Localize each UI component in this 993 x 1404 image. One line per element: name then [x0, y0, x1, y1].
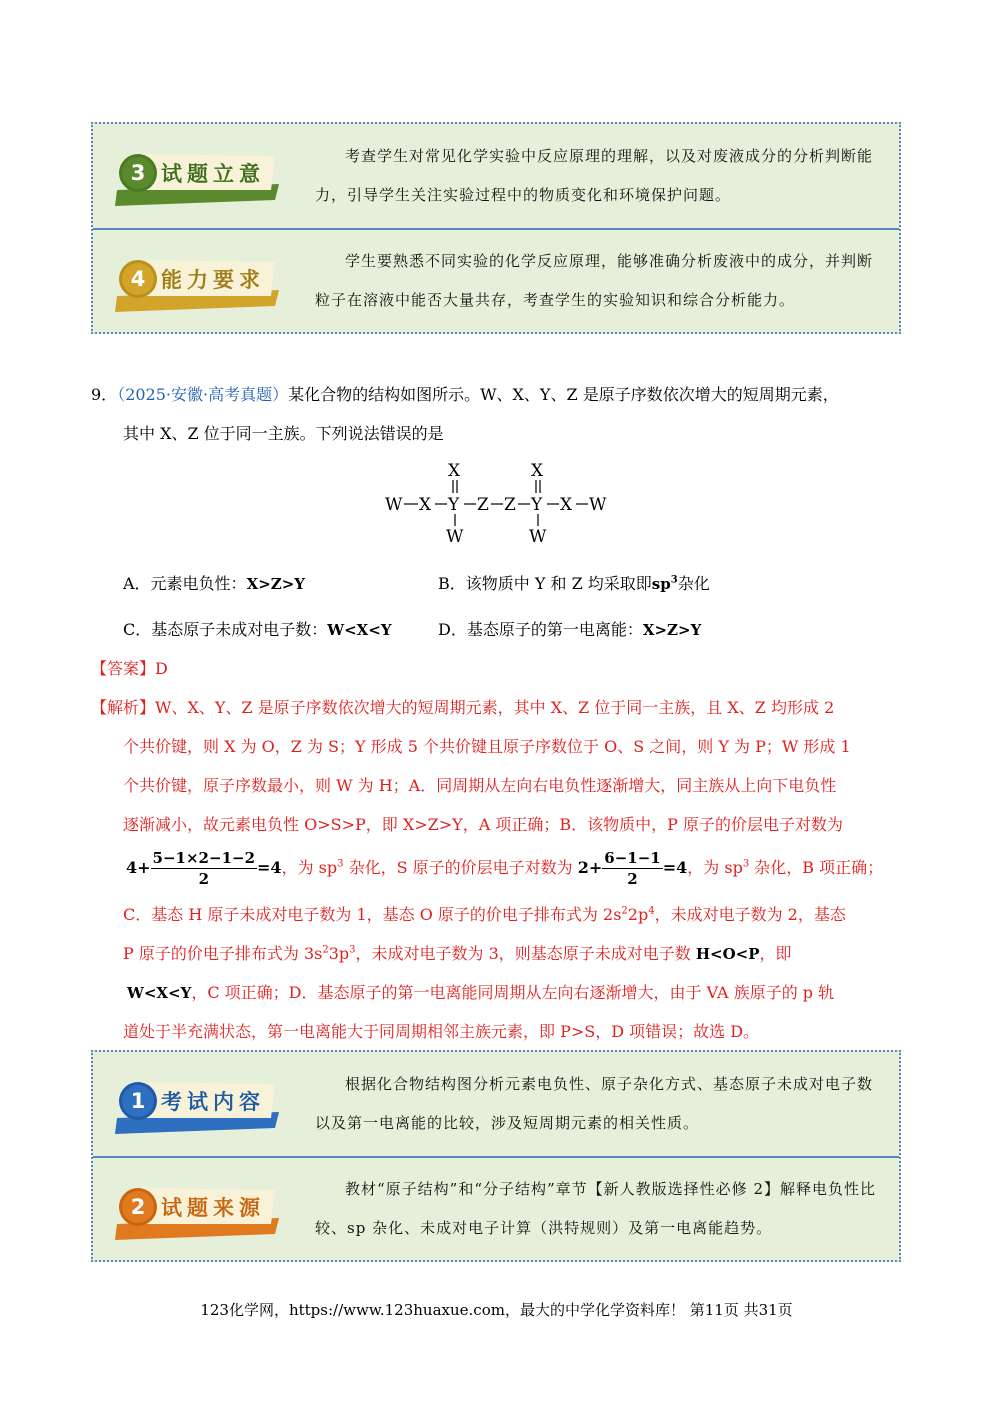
badge-number: 1 — [130, 1089, 146, 1113]
box-row-text: 考查学生对常见化学实验中反应原理的理解，以及对废液成分的分析判断能力，引导学生关注实验过程中的物质变化和环境保护问题。 — [315, 147, 874, 204]
badge-label: 能力要求 — [161, 267, 265, 292]
question-number: 9． — [91, 385, 118, 404]
question-stem-line1 — [91, 382, 839, 405]
atom-y: Y — [448, 495, 460, 515]
fraction-numerator: 6−1−1 — [604, 849, 661, 867]
formula: W<X<Y — [127, 984, 192, 1002]
atom-x-top: X — [448, 461, 461, 481]
badge-label: 考试内容 — [161, 1089, 265, 1114]
answer — [91, 656, 168, 679]
box-row-text: 学生要熟悉不同实验的化学反应原理，能够准确分析废液中的成分，并判断粒子在溶液中能否大量共存，考查学生的实验知识和综合分析能力。 — [315, 252, 874, 309]
fraction-denominator: 2 — [627, 870, 638, 888]
info-box-bottom — [91, 1050, 901, 1262]
explanation-text: 3p — [328, 944, 350, 963]
atom-x: X — [419, 495, 432, 515]
option-b[interactable] — [438, 571, 710, 594]
explanation-line7 — [123, 941, 792, 964]
superscript: 2 — [322, 944, 329, 956]
atom-z: Z — [477, 495, 489, 515]
badge-1 — [111, 1072, 283, 1136]
explanation-line9: 道处于半充满状态，第一电离能大于同周期相邻主族元素，即 P>S，D 项错误；故选 D。 — [123, 1022, 760, 1041]
explanation-text: ，未成对电子数为 2，基态 — [654, 905, 846, 924]
explanation-text: P 原子的价电子排布式为 3s — [123, 944, 323, 963]
badge-2 — [111, 1178, 283, 1242]
badge-label: 试题来源 — [161, 1195, 265, 1220]
formula-prefix: 4+ — [126, 858, 151, 877]
explanation-line8 — [127, 980, 834, 1003]
option-label: B．该物质中 Y 和 Z 均采取即 — [438, 574, 652, 593]
box-row-text: 根据化合物结构图分析元素电负性、原子杂化方式、基态原子未成对电子数以及第一电离能的比较，涉及短周期元素的相关性质。 — [315, 1075, 874, 1132]
fraction-numerator: 5−1×2−1−2 — [152, 849, 256, 867]
badge-3 — [111, 144, 283, 208]
formula-prefix: 2+ — [577, 858, 603, 877]
option-formula: W<X<Y — [327, 621, 392, 639]
badge-number: 4 — [130, 267, 146, 291]
atom-y: Y — [531, 495, 543, 515]
explanation-text: ，C 项正确；D．基态原子的第一电离能同周期从左向右逐渐增大，由于 VA 族原子的 p 轨 — [191, 983, 835, 1002]
badge-4 — [111, 250, 283, 314]
box-row-1 — [93, 1052, 899, 1156]
atom-w-bottom: W — [529, 527, 547, 547]
formula-result: =4 — [662, 858, 688, 877]
atom-w-bottom: W — [446, 527, 464, 547]
atom-x: X — [560, 495, 573, 515]
option-label: C．基态原子未成对电子数： — [123, 620, 328, 639]
question-stem-line2: 其中 X、Z 位于同一主族。下列说法错误的是 — [123, 424, 444, 443]
explanation-text: 杂化，S 原子的价层电子对数为 — [343, 858, 578, 877]
answer-label: 【答案】 — [91, 659, 156, 678]
explanation-line3: 个共价键，原子序数最小，则 W 为 H；A．同周期从左向右电负性逐渐增大，同主族从上向下电负性 — [123, 776, 837, 795]
explanation-text: W、X、Y、Z 是原子序数依次增大的短周期元素，其中 X、Z 位于同一主族，且 X、Z 均形成 2 — [155, 698, 835, 717]
atom-x-top: X — [531, 461, 544, 481]
badge-number: 3 — [130, 161, 146, 185]
box-row-text: 教材“原子结构”和“分子结构”章节【新人教版选择性必修 2】解释电负性比较、sp 杂化、未成对电子计算（洪特规则）及第一电离能趋势。 — [315, 1180, 876, 1237]
question-stem: 某化合物的结构如图所示。W、X、Y、Z 是原子序数依次增大的短周期元素， — [288, 385, 839, 404]
option-formula: sp — [651, 575, 671, 593]
atom-w: W — [589, 495, 607, 515]
superscript: 4 — [648, 905, 655, 917]
explanation-text: ，为 sp — [687, 858, 743, 877]
badge-number: 2 — [130, 1195, 146, 1219]
superscript: 3 — [670, 574, 678, 586]
formula-result: =4 — [257, 858, 282, 877]
explanation-line2: 个共价键，则 X 为 O，Z 为 S；Y 形成 5 个共价键且原子序数位于 O、S 之间，则 Y 为 P；W 形成 1 — [123, 737, 851, 756]
structure-diagram — [380, 458, 620, 548]
question-source: （2025·安徽·高考真题） — [117, 385, 289, 404]
info-box-top — [91, 122, 901, 334]
option-formula: X>Z>Y — [642, 621, 702, 639]
superscript: 2 — [621, 905, 628, 917]
explanation-label: 【解析】 — [91, 698, 156, 717]
atom-z: Z — [504, 495, 516, 515]
answer-value: D — [155, 659, 168, 678]
superscript: 3 — [742, 858, 750, 870]
explanation-text: 2p — [627, 905, 649, 924]
explanation-line6 — [123, 902, 846, 925]
explanation-text: ，未成对电子数为 3，则基态原子未成对电子数 — [355, 944, 696, 963]
badge-label: 试题立意 — [161, 161, 265, 186]
explanation-line1 — [91, 695, 834, 718]
option-label: A．元素电负性： — [123, 574, 247, 593]
option-label: D．基态原子的第一电离能： — [438, 620, 643, 639]
explanation-line4: 逐渐减小，故元素电负性 O>S>P，即 X>Z>Y，A 项正确；B．该物质中，P 原子的价层电子对数为 — [123, 815, 843, 834]
explanation-text: C．基态 H 原子未成对电子数为 1，基态 O 原子的价电子排布式为 2s — [123, 905, 622, 924]
fraction — [151, 848, 257, 889]
fraction — [602, 848, 662, 889]
page-footer: 123化学网，https://www.123huaxue.com，最大的中学化学资料库！ 第11页 共31页 — [200, 1301, 793, 1319]
explanation-text: ，即 — [759, 944, 792, 963]
option-a[interactable] — [123, 571, 305, 594]
atom-w: W — [385, 495, 403, 515]
superscript: 3 — [337, 858, 344, 870]
fraction-denominator: 2 — [198, 870, 209, 888]
explanation-text: 杂化，B 项正确； — [749, 858, 884, 877]
superscript: 3 — [349, 944, 356, 956]
box-row-3 — [93, 124, 899, 228]
option-tail: 杂化 — [677, 574, 710, 593]
explanation-line5 — [126, 848, 883, 889]
formula: H<O<P — [695, 945, 760, 963]
explanation-text: ，为 sp — [281, 858, 338, 877]
option-formula: X>Z>Y — [246, 575, 305, 593]
option-d[interactable] — [438, 617, 701, 640]
option-c[interactable] — [123, 617, 392, 640]
box-row-4 — [93, 230, 899, 334]
box-row-2 — [93, 1158, 899, 1262]
